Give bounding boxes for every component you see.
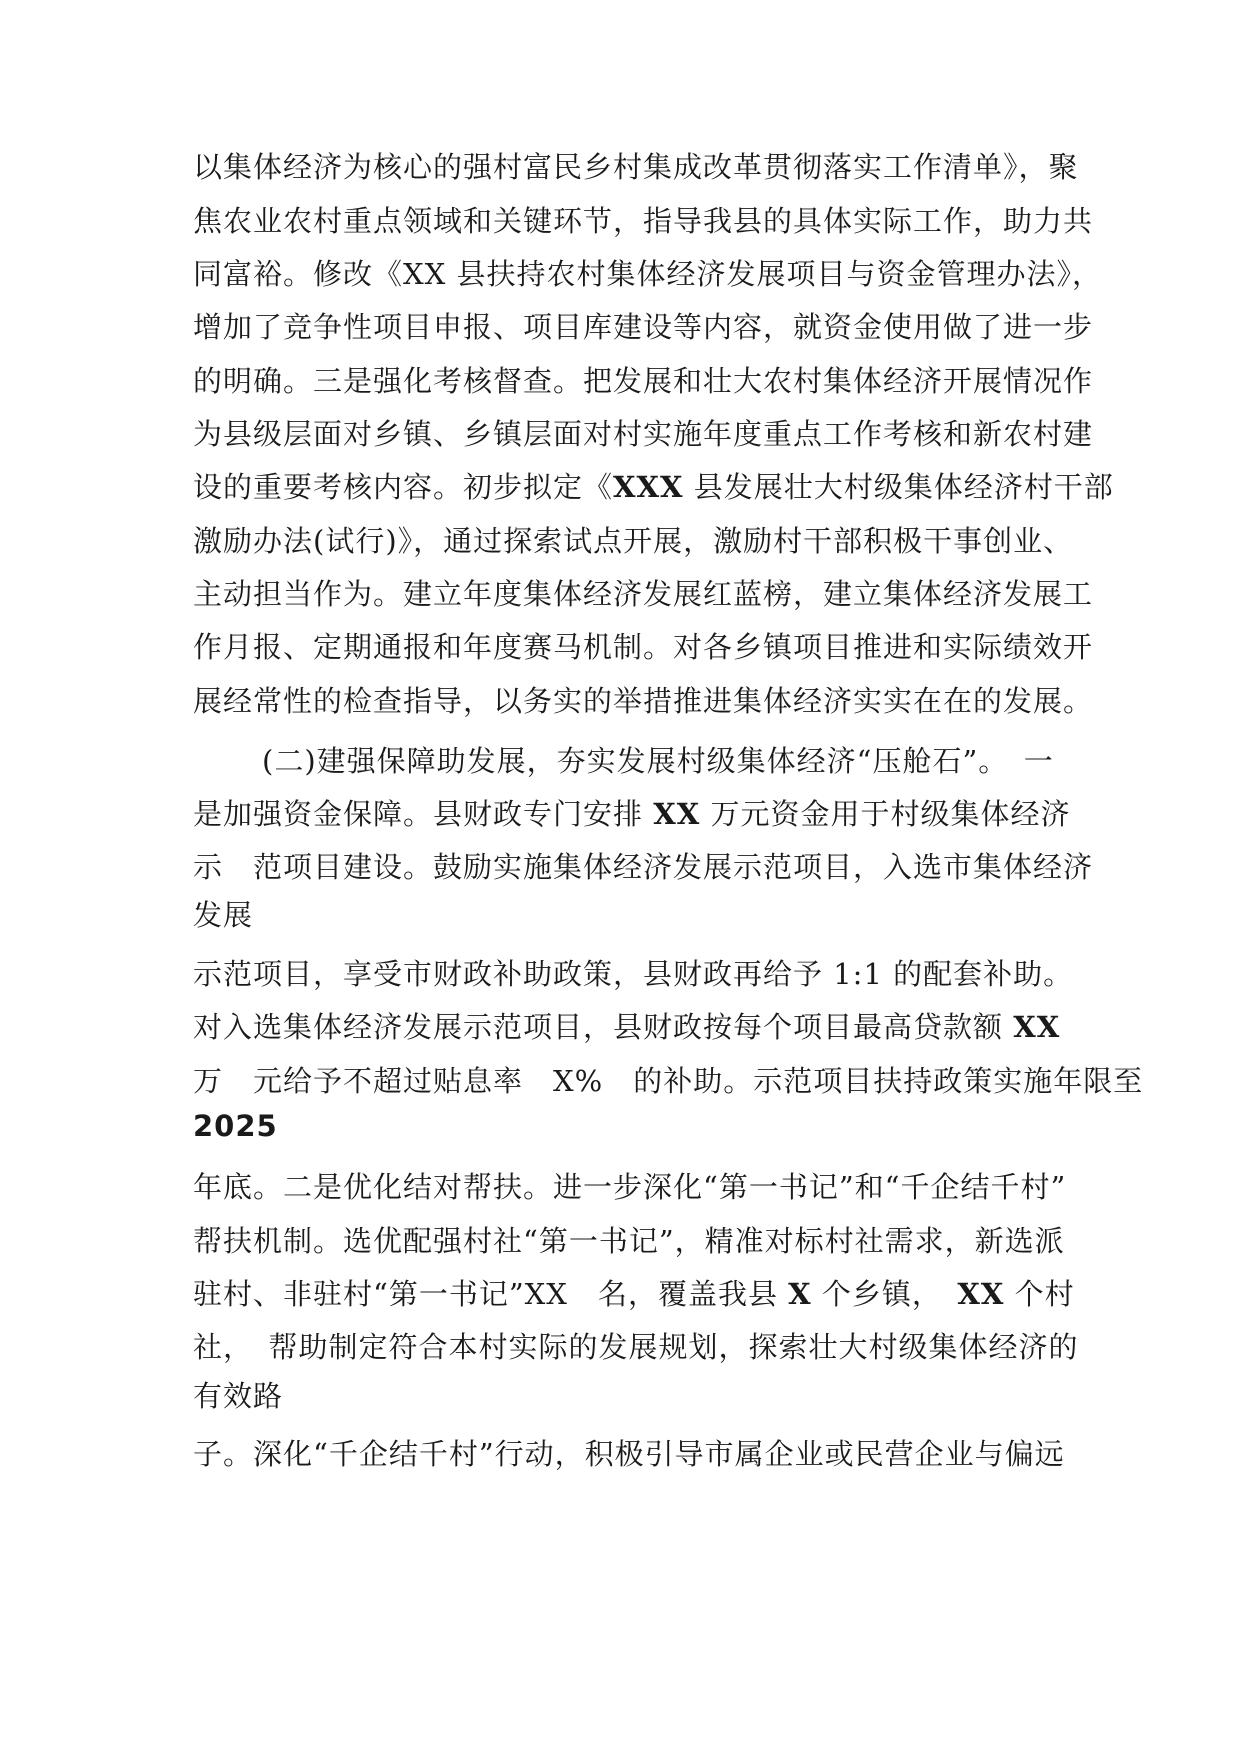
bold-text: XXX [613,470,684,504]
text-line: 同富裕。修改《XX 县扶持农村集体经济发展项目与资金管理办法》， [193,257,1103,291]
text-line [193,1106,1073,1146]
bold-year: 2025 [193,1109,278,1143]
text-line: 有效路 [193,1379,284,1413]
text-line: 对入选集体经济发展示范项目，县财政按每个项目最高贷款额 XX [193,1010,1061,1044]
bold-text: X [788,1277,812,1311]
text-line: 的明确。三是强化考核督查。把发展和壮大农村集体经济开展情况作 [193,364,1094,398]
text-line: 子。深化“千企结千村”行动，积极引导市属企业或民营企业与偏远 [193,1437,1065,1471]
text-line: 激励办法(试行)》，通过探索试点开展，激励村干部积极干事创业、 [193,524,1074,558]
text-line: 示范项目，享受市财政补助政策，县财政再给予 1:1 的配套补助。 [193,957,1074,991]
text-line: 年底。二是优化结对帮扶。进一步深化“第一书记”和“千企结千村” [193,1170,1067,1204]
text-line: 设的重要考核内容。初步拟定《XXX 县发展壮大村级集体经济村干部 [193,470,1114,504]
text-line: 帮扶机制。选优配强村社“第一书记”，精准对标村社需求，新选派 [193,1224,1065,1258]
text-line: 万 元给予不超过贴息率 X% 的补助。示范项目扶持政策实施年限至 [193,1064,1144,1098]
text-line: 作月报、定期通报和年度赛马机制。对各乡镇项目推进和实际绩效开 [193,630,1094,664]
text-line: 以集体经济为核心的强村富民乡村集成改革贯彻落实工作清单》，聚 [193,150,1079,184]
bold-text: XX [957,1277,1005,1311]
text-line: 焦农业农村重点领域和关键环节，指导我县的具体实际工作，助力共 [193,204,1094,238]
text-line: 社， 帮助制定符合本村实际的发展规划，探索壮大村级集体经济的 [193,1330,1079,1364]
text-line: 是加强资金保障。县财政专门安排 XX 万元资金用于村级集体经济 [193,797,1071,831]
text-line: 增加了竞争性项目申报、项目库建设等内容，就资金使用做了进一步 [193,310,1094,344]
text-line: 展经常性的检查指导，以务实的举措推进集体经济实实在在的发展。 [193,684,1094,718]
text-line: 示 范项目建设。鼓励实施集体经济发展示范项目，入选市集体经济 [193,850,1094,884]
bold-text: XX [653,797,701,831]
section-heading-line: (二)建强保障助发展，夯实发展村级集体经济“压舱石”。 一 [262,744,1054,778]
text-line: 驻村、非驻村“第一书记”XX 名，覆盖我县 X 个乡镇， XX 个村 [193,1277,1075,1311]
text-line: 为县级层面对乡镇、乡镇层面对村实施年度重点工作考核和新农村建 [193,417,1094,451]
text-line: 发展 [193,898,254,932]
bold-text: XX [1013,1010,1061,1044]
text-line: 主动担当作为。建立年度集体经济发展红蓝榜，建立集体经济发展工 [193,577,1094,611]
